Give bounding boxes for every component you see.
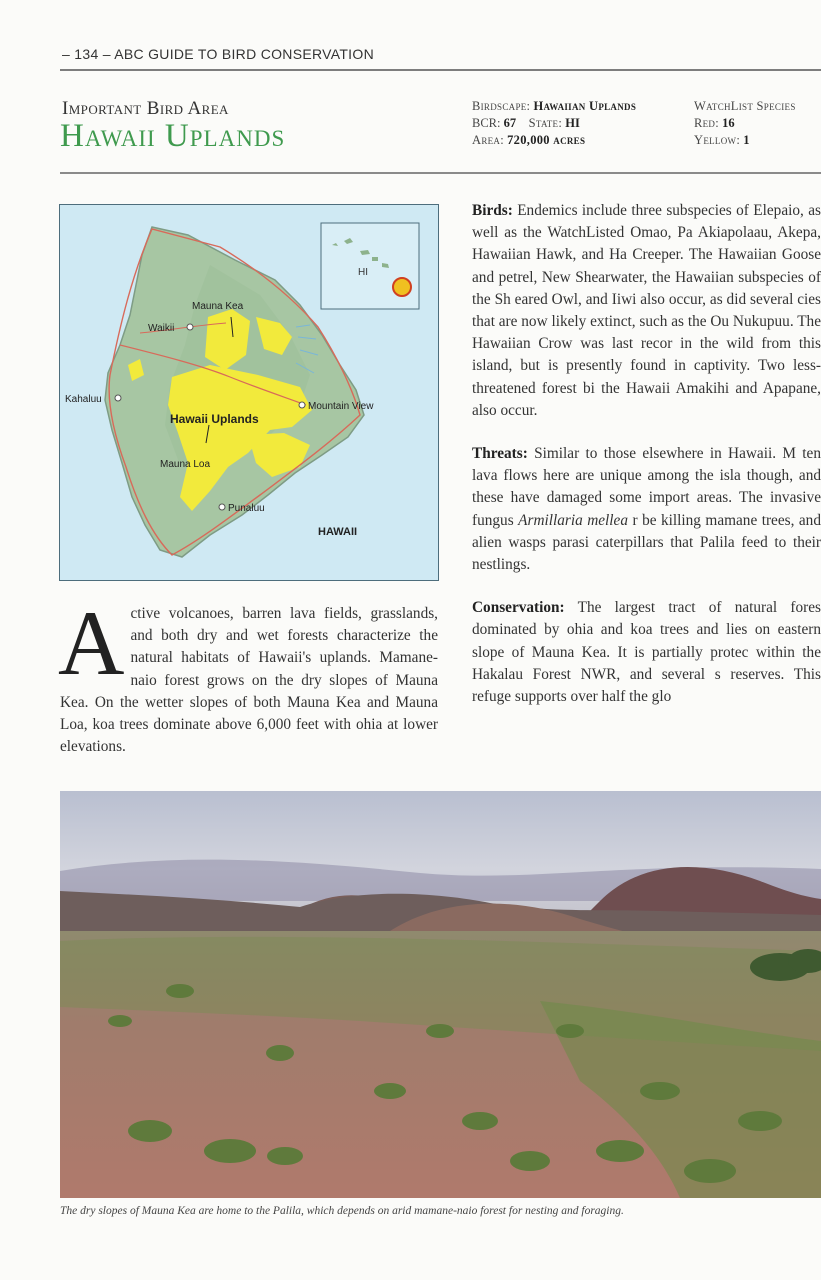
intro-paragraph [58, 592, 438, 758]
birds-heading: Birds: [472, 202, 513, 219]
bcr-label: BCR: [472, 116, 501, 130]
conservation-paragraph [472, 597, 821, 708]
red-value: 16 [722, 116, 735, 130]
town-marker [219, 504, 225, 510]
town-marker [187, 324, 193, 330]
town-marker [115, 395, 121, 401]
threats-paragraph [472, 443, 821, 576]
map-label-punaluu: Punaluu [228, 503, 265, 514]
threats-heading: Threats: [472, 445, 528, 463]
state-label: State: [528, 116, 563, 130]
title-rule [60, 172, 821, 174]
yellow-value: 1 [743, 133, 750, 147]
yellow-label: Yellow: [694, 133, 741, 147]
town-marker [299, 402, 305, 408]
map-graphic [60, 205, 437, 579]
intro-text: ctive volcanoes, barren lava fields, grasslands, and both dry and wet forests characterize the natural habitats of Hawaii's uplands. Mamane-naio forest grows on the dry slopes of Mauna Kea. On the wetter slopes of both Mauna Kea and Mauna Loa, koa trees dominate above 6,000 feet with ohia at lower elevations. [60, 605, 438, 756]
photo-caption: The dry slopes of Mauna Kea are home to the Palila, which depends on arid mamane-naio forest for nesting and foraging. [60, 1205, 624, 1217]
map-label-waikii: Waikii [148, 323, 175, 334]
iba-map [59, 204, 439, 581]
red-label: Red: [694, 116, 720, 130]
threats-text: Similar to those elsewhere in Hawaii. M ten lava flows here are unique among the isla though, and these have damaged some import areas. The invasive fungus [472, 445, 821, 529]
birdscape-info [472, 98, 636, 149]
iba-label: Important Bird Area [62, 98, 229, 119]
birdscape-label: Birdscape: [472, 99, 531, 113]
right-column [472, 200, 821, 729]
watchlist-info [694, 98, 796, 149]
birds-text: Endemics include three subspecies of Elepaio, as well as the WatchListed Omao, Pa Akiapolaau, Akepa, Hawaiian Hawk, and Ha Creeper. The Hawaiian Goose and petrel, New Shearwater, the Hawaiian subspecies of the Sh eared Owl, and Iiwi also occur, as did several cies that are now likely extinct, such as the Ou Nukupuu. The Hawaiian Crow was last recor in the wild from this island, but is presently found in captivity. Two less-threatened forest bi the Hawaii Amakihi and Apapane, also occur. [472, 202, 821, 419]
threats-text-2: r be killing mamane trees, and alien wasps parasi caterpillars that Palila feed to their nestlings. [472, 511, 821, 574]
running-head: – 134 – ABC GUIDE TO BIRD CONSERVATION [62, 46, 374, 62]
state-value: HI [565, 116, 580, 130]
threats-species: Armillaria mellea [518, 511, 628, 529]
map-label-hawaii-uplands: Hawaii Uplands [170, 412, 259, 426]
landscape-photo [60, 791, 821, 1198]
conservation-heading: Conservation: [472, 599, 565, 617]
inset-label: HI [358, 267, 368, 278]
map-label-island: HAWAII [318, 526, 358, 538]
birds-paragraph [472, 200, 821, 422]
map-label-mountain-view: Mountain View [308, 401, 374, 412]
drop-cap: A [58, 592, 125, 694]
header-rule [60, 69, 821, 71]
watchlist-label: WatchList Species [694, 99, 796, 113]
area-value: 720,000 acres [507, 133, 586, 147]
birdscape-value: Hawaiian Uplands [533, 99, 637, 113]
bcr-value: 67 [503, 116, 517, 130]
page-title: Hawaii Uplands [60, 118, 286, 154]
conservation-text: The largest tract of natural fores dominated by ohia and koa trees and lies on eastern slope of Mauna Kea. It is partially protec within the Hakalau Forest NWR, and several s reserves. This refuge supports over half the glo [472, 599, 821, 706]
area-label: Area: [472, 133, 504, 147]
map-label-mauna-kea: Mauna Kea [192, 301, 244, 312]
photo-graphic [60, 791, 821, 1198]
inset-highlight [393, 278, 411, 296]
map-label-mauna-loa: Mauna Loa [160, 459, 211, 470]
map-label-kahaluu: Kahaluu [65, 394, 102, 405]
